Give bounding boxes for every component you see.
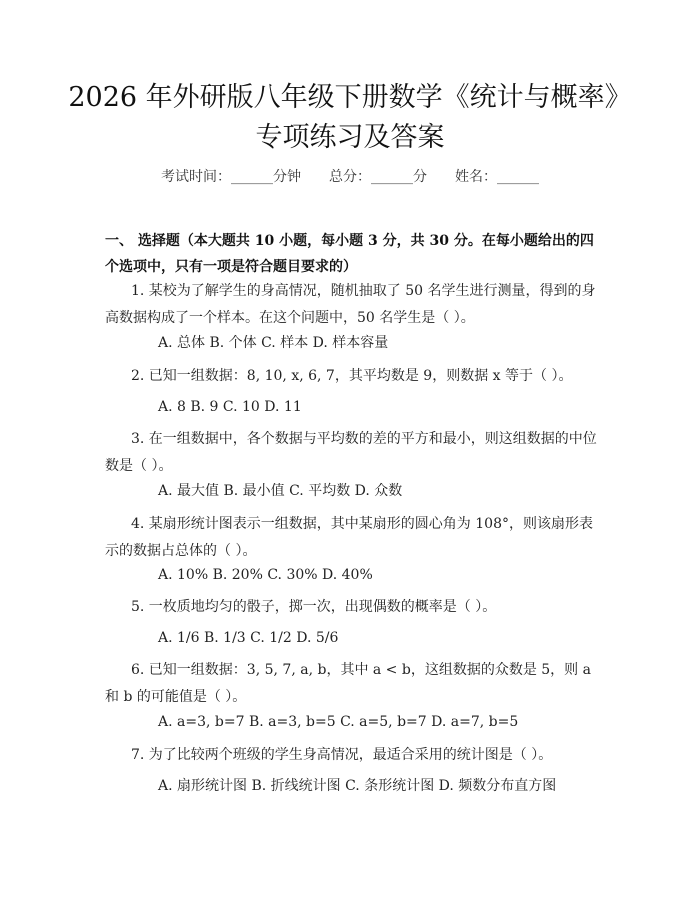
exam-info-line (0, 166, 700, 186)
question-1-options: A. 总体 B. 个体 C. 样本 D. 样本容量 (158, 335, 389, 351)
question-3: 3. 在一组数据中，各个数据与平均数的差的平方和最小，则这组数据的中位数是（ ）。 (105, 431, 597, 474)
question-6: 6. 已知一组数据：3, 5, 7, a, b，其中 a < b，这组数据的众数是 5，则 a 和 b 的可能值是（ ）。 (105, 662, 591, 705)
total-score-field: 总分：______分 (329, 169, 427, 185)
question-5: 5. 一枚质地均匀的骰子，掷一次，出现偶数的概率是（ ）。 (131, 599, 497, 615)
question-3-options: A. 最大值 B. 最小值 C. 平均数 D. 众数 (158, 483, 403, 499)
exam-time-field: 考试时间：______分钟 (161, 169, 301, 185)
student-name-field: 姓名：______ (455, 169, 539, 185)
question-1: 1. 某校为了解学生的身高情况，随机抽取了 50 名学生进行测量，得到的身高数据构成了一个样本。在这个问题中，50 名学生是（ ）。 (105, 283, 596, 326)
question-6-options: A. a=3, b=7 B. a=3, b=5 C. a=5, b=7 D. a=7, b=5 (158, 714, 519, 730)
section-heading-choice: 一、 选择题（本大题共 10 小题，每小题 3 分，共 30 分。在每小题给出的四个选项中，只有一项是符合题目要求的） (105, 233, 594, 275)
document-title: 2026 年外研版八年级下册数学《统计与概率》专项练习及答案 (68, 82, 632, 153)
question-2: 2. 已知一组数据：8, 10, x, 6, 7，其平均数是 9，则数据 x 等于（ ）。 (131, 368, 573, 384)
question-7: 7. 为了比较两个班级的学生身高情况，最适合采用的统计图是（ ）。 (131, 747, 553, 763)
question-2-options: A. 8 B. 9 C. 10 D. 11 (158, 399, 302, 415)
question-4-options: A. 10% B. 20% C. 30% D. 40% (158, 567, 373, 583)
question-4: 4. 某扇形统计图表示一组数据，其中某扇形的圆心角为 108°，则该扇形表示的数据占总体的（ ）。 (105, 516, 593, 559)
question-7-options: A. 扇形统计图 B. 折线统计图 C. 条形统计图 D. 频数分布直方图 (158, 778, 557, 794)
question-5-options: A. 1/6 B. 1/3 C. 1/2 D. 5/6 (158, 630, 339, 646)
